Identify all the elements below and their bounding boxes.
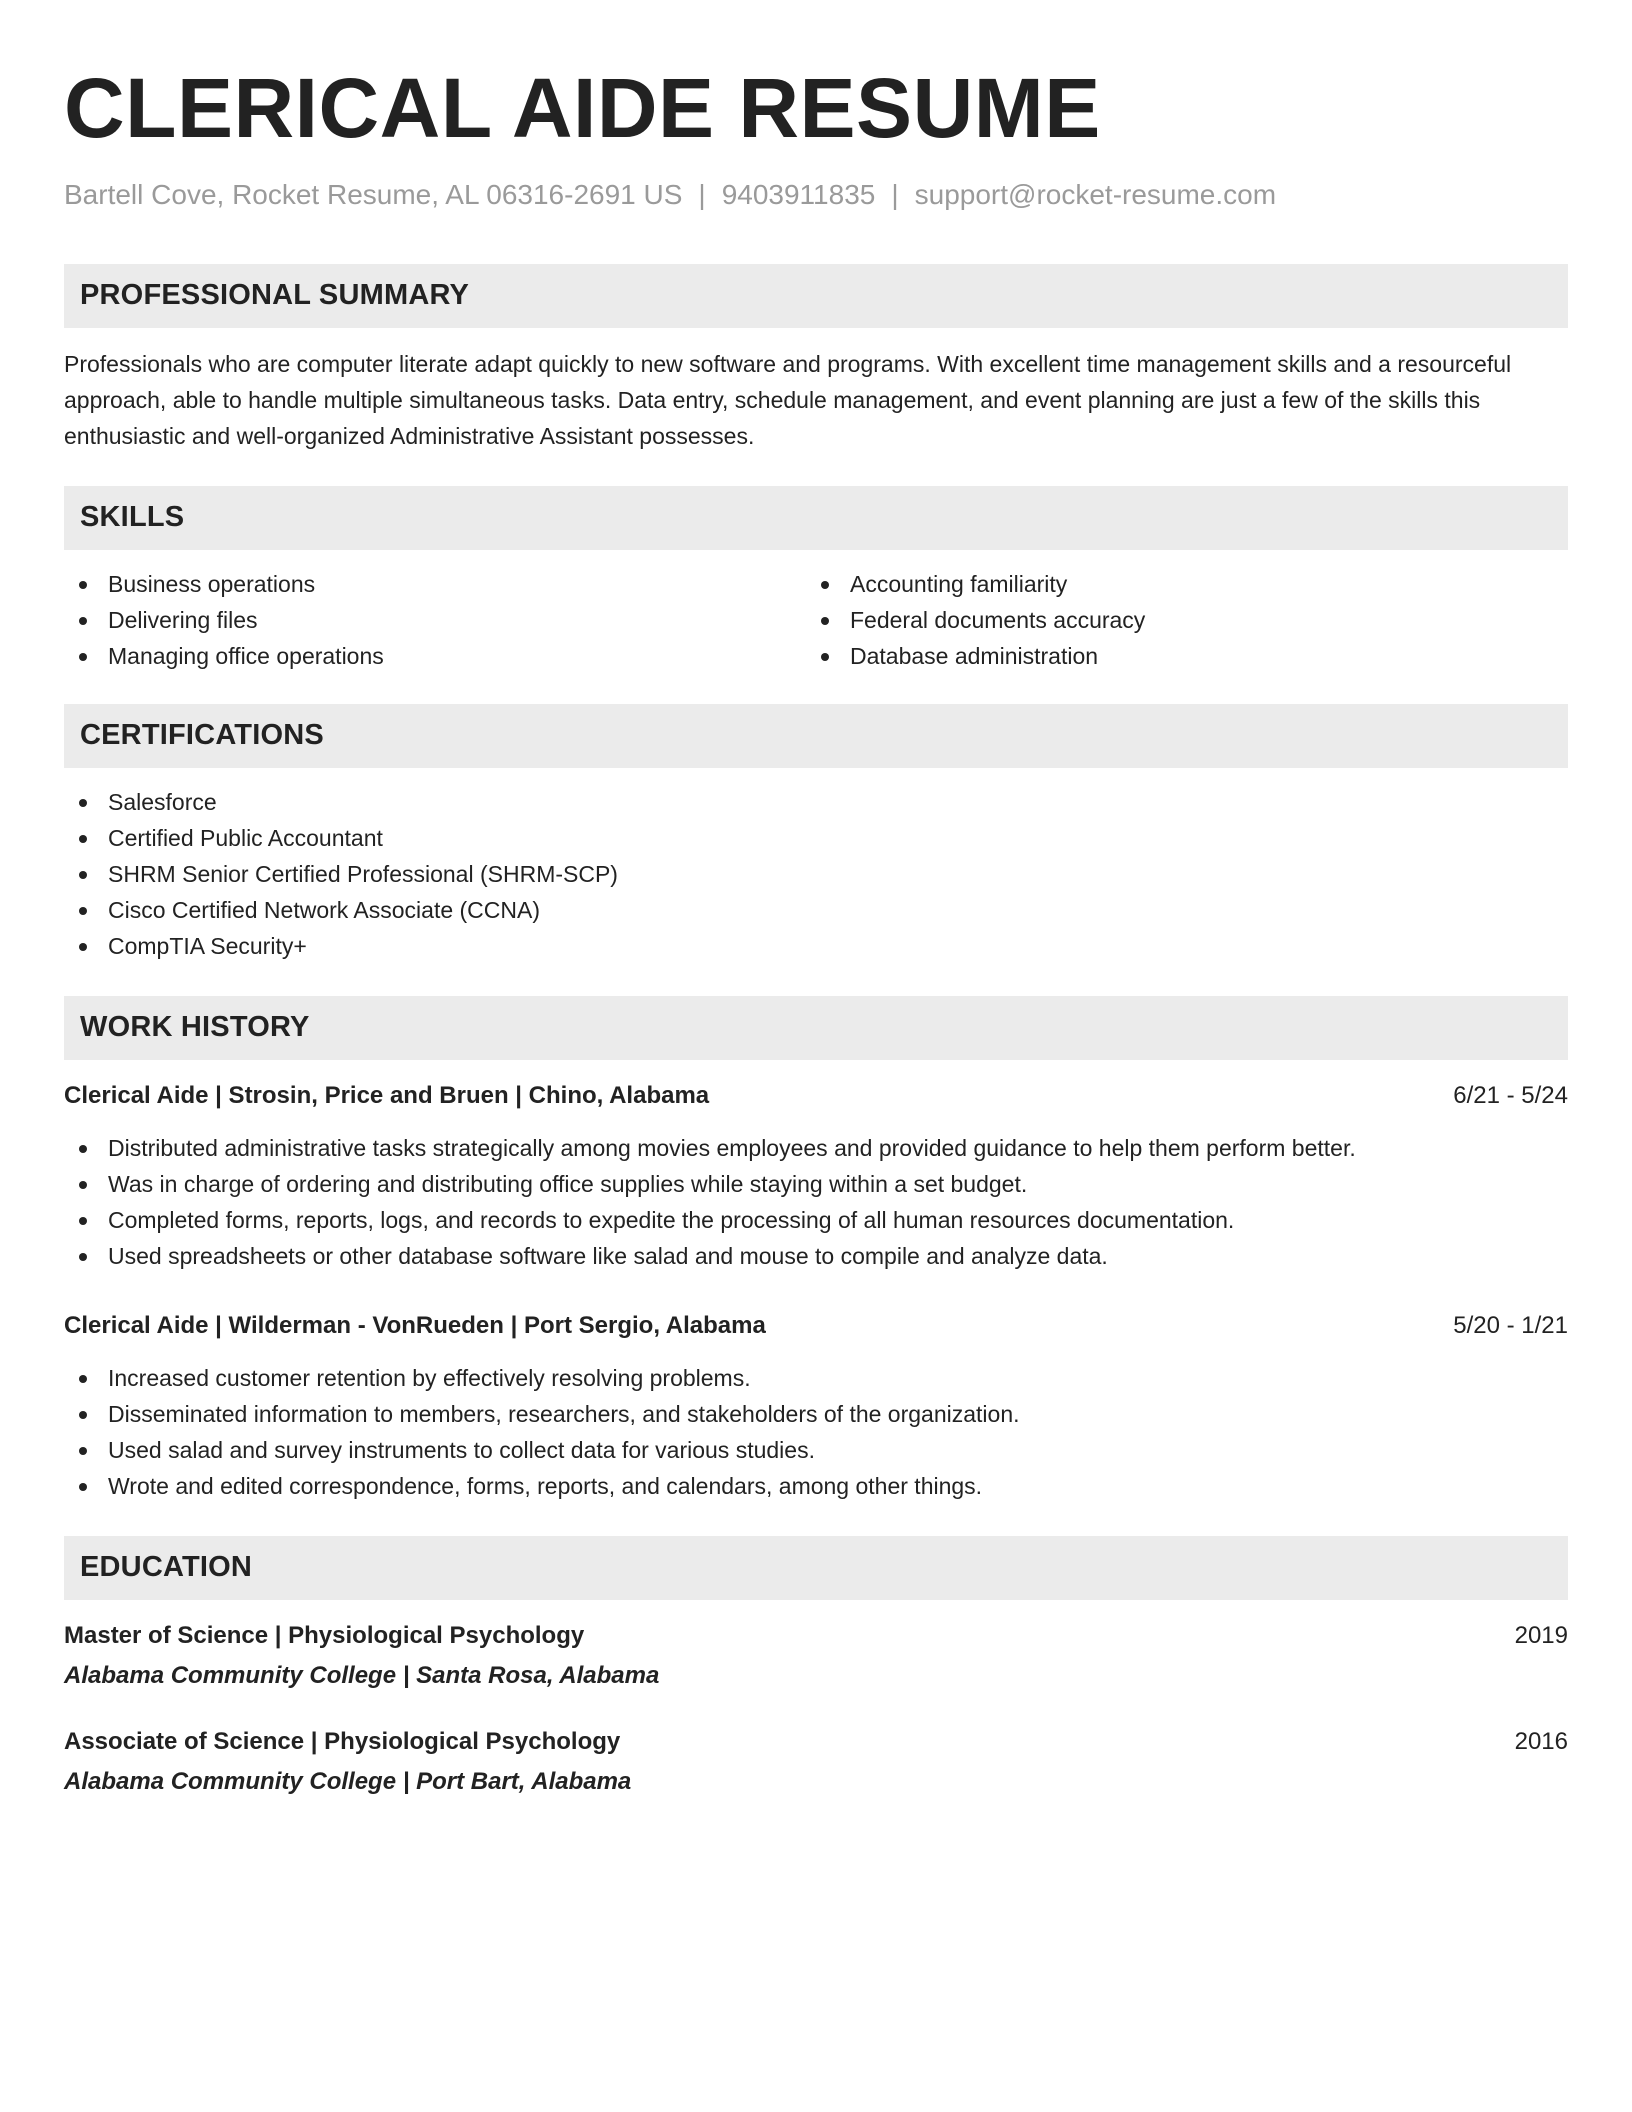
skill-text: Business operations [108,570,316,597]
job-bullet [64,1130,1568,1166]
skill-item [64,602,806,638]
bullet-icon [79,1181,87,1189]
section-heading-certifications: CERTIFICATIONS [64,704,1568,768]
certification-text: CompTIA Security+ [108,932,307,959]
certification-item [64,820,1568,856]
contact-email[interactable]: support@rocket-resume.com [914,179,1277,210]
job-bullet-text: Used salad and survey instruments to collect data for various studies. [108,1436,815,1463]
certification-item [64,892,1568,928]
job-title: Clerical Aide | Strosin, Price and Bruen | Chino, Alabama [64,1081,710,1109]
skill-item [806,638,1548,674]
education-header [64,1618,1568,1654]
education-entry [64,1724,1568,1800]
bullet-icon [79,1217,87,1225]
bullet-icon [79,871,87,879]
skills-list-right [806,566,1548,674]
skill-item [64,638,806,674]
resume-page [64,56,1568,1800]
job-entry [64,1078,1568,1274]
bullet-icon [79,1483,87,1491]
bullet-icon [79,1447,87,1455]
certification-item [64,784,1568,820]
skill-text: Database administration [850,642,1099,669]
skills-section [64,486,1568,674]
bullet-icon [79,1411,87,1419]
section-heading-skills: SKILLS [64,486,1568,550]
education-year: 2019 [1514,1621,1568,1649]
certification-text: Certified Public Accountant [108,824,383,851]
job-bullet [64,1202,1568,1238]
bullet-icon [79,907,87,915]
job-dates: 6/21 - 5/24 [1453,1081,1568,1109]
bullet-icon [79,1253,87,1261]
bullet-icon [821,581,829,589]
job-bullets [64,1360,1568,1504]
skills-list-left [64,566,806,674]
job-bullet-text: Increased customer retention by effectively resolving problems. [108,1364,751,1391]
work-history-section [64,996,1568,1504]
job-bullet [64,1360,1568,1396]
summary-section [64,264,1568,454]
job-bullet-text: Distributed administrative tasks strategically among movies employees and provided guidance to help them perform better. [108,1134,1356,1161]
job-entry [64,1308,1568,1504]
certification-text: SHRM Senior Certified Professional (SHRM-SCP) [108,860,618,887]
education-degree: Master of Science | Physiological Psychology [64,1621,585,1649]
job-bullet-text: Disseminated information to members, researchers, and stakeholders of the organization. [108,1400,1020,1427]
skill-text: Delivering files [108,606,258,633]
job-bullet-text: Was in charge of ordering and distributing office supplies while staying within a set budget. [108,1170,1028,1197]
bullet-icon [821,617,829,625]
bullet-icon [79,835,87,843]
job-bullet [64,1432,1568,1468]
job-bullet-text: Completed forms, reports, logs, and records to expedite the processing of all human resources documentation. [108,1206,1235,1233]
skills-grid [64,566,1568,674]
job-header [64,1308,1568,1344]
skill-item [64,566,806,602]
contact-phone[interactable]: 9403911835 [721,179,876,210]
bullet-icon [79,799,87,807]
summary-text: Professionals who are computer literate adapt quickly to new software and programs. With excellent time management skills and a resourceful approach, able to handle multiple simultaneous tasks. Data entry, schedule management, and event planning are just a few of the skills this enthusiastic and well-organized Administrative Assistant possesses. [64,350,1512,449]
bullet-icon [79,653,87,661]
section-heading-summary: PROFESSIONAL SUMMARY [64,264,1568,328]
job-title: Clerical Aide | Wilderman - VonRueden | Port Sergio, Alabama [64,1311,766,1339]
job-bullet-text: Used spreadsheets or other database software like salad and mouse to compile and analyze data. [108,1242,1108,1269]
skill-text: Managing office operations [108,642,384,669]
skill-text: Federal documents accuracy [850,606,1146,633]
job-bullet [64,1396,1568,1432]
job-bullet [64,1166,1568,1202]
job-bullets [64,1130,1568,1274]
certifications-section [64,704,1568,964]
certification-text: Cisco Certified Network Associate (CCNA) [108,896,541,923]
education-entry [64,1618,1568,1694]
skill-text: Accounting familiarity [850,570,1068,597]
contact-line [64,178,1568,212]
certification-item [64,856,1568,892]
section-heading-education: EDUCATION [64,1536,1568,1600]
education-school: Alabama Community College | Santa Rosa, Alabama [64,1661,660,1689]
contact-separator: | [698,179,706,210]
bullet-icon [79,1375,87,1383]
job-bullet-text: Wrote and edited correspondence, forms, reports, and calendars, among other things. [108,1472,983,1499]
skill-item [806,602,1548,638]
bullet-icon [821,653,829,661]
education-school: Alabama Community College | Port Bart, Alabama [64,1767,632,1795]
skill-item [806,566,1548,602]
certification-item [64,928,1568,964]
job-dates: 5/20 - 1/21 [1453,1311,1568,1339]
job-header [64,1078,1568,1114]
education-year: 2016 [1514,1727,1568,1755]
education-degree: Associate of Science | Physiological Psychology [64,1727,621,1755]
education-section [64,1536,1568,1800]
education-header [64,1724,1568,1760]
certifications-list [64,784,1568,964]
section-heading-work-history: WORK HISTORY [64,996,1568,1060]
bullet-icon [79,1145,87,1153]
certification-text: Salesforce [108,788,217,815]
bullet-icon [79,581,87,589]
contact-address: Bartell Cove, Rocket Resume, AL 06316-2691 US [64,179,683,210]
job-bullet [64,1468,1568,1504]
contact-separator: | [891,179,899,210]
job-bullet [64,1238,1568,1274]
bullet-icon [79,617,87,625]
resume-title: CLERICAL AIDE RESUME [64,61,1101,155]
bullet-icon [79,943,87,951]
